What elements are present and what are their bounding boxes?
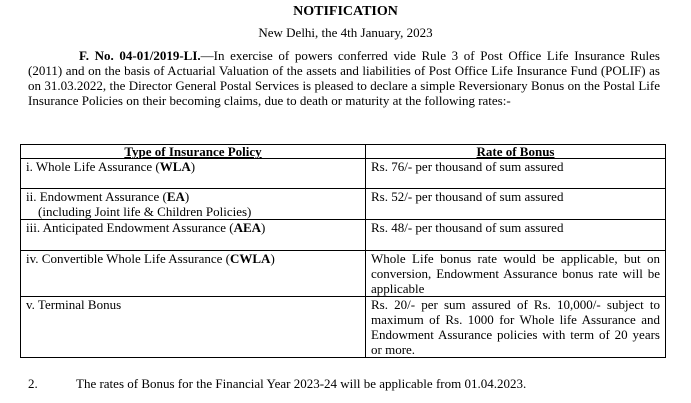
rate-cell: Rs. 48/- per thousand of sum assured xyxy=(366,220,666,251)
header-policy-type: Type of Insurance Policy xyxy=(21,145,366,159)
notification-paragraph xyxy=(28,48,660,108)
notification-title: NOTIFICATION xyxy=(293,4,398,19)
footer-text: The rates of Bonus for the Financial Year 2023-24 will be applicable from 01.04.2023. xyxy=(76,376,527,391)
table-row xyxy=(21,189,666,220)
table-row xyxy=(21,220,666,251)
paragraph-body: —In exercise of powers conferred vide Rule 3 of Post Office Life Insurance Rules (2011) and on the basis of Actuarial Valuation of the assets and liabilities of Post Office Life Insurance Fund (POLIF) as on 31.03.2022, the Director General Postal Services is pleased to declare a simple Reversionary Bonus on the Postal Life Insurance Policies on their becoming claims, due to death or maturity at the following rates:- xyxy=(28,48,660,108)
policy-cell: ii. Endowment Assurance (EA) (including Joint life & Children Policies) xyxy=(21,189,366,220)
table-row xyxy=(21,251,666,297)
policy-cell: iv. Convertible Whole Life Assurance (CWLA) xyxy=(21,251,366,297)
rate-cell: Whole Life bonus rate would be applicable, but on conversion, Endowment Assurance bonus rate will be applicable xyxy=(366,251,666,297)
table-row xyxy=(21,159,666,189)
file-number: F. No. 04-01/2019-LI. xyxy=(79,48,201,63)
header-rate-of-bonus: Rate of Bonus xyxy=(366,145,666,159)
policy-cell: i. Whole Life Assurance (WLA) xyxy=(21,159,366,189)
footer-paragraph xyxy=(28,376,668,391)
rate-cell: Rs. 52/- per thousand of sum assured xyxy=(366,189,666,220)
table-row xyxy=(21,297,666,358)
policy-note: (including Joint life & Children Policies) xyxy=(38,204,252,219)
policy-cell: iii. Anticipated Endowment Assurance (AEA) xyxy=(21,220,366,251)
rate-cell: Rs. 76/- per thousand of sum assured xyxy=(366,159,666,189)
bonus-rate-table xyxy=(20,144,666,358)
rate-cell: Rs. 20/- per sum assured of Rs. 10,000/- subject to maximum of Rs. 1000 for Whole life Assurance and Endowment Assurance policies with term of 20 years or more. xyxy=(366,297,666,358)
table-header-row xyxy=(21,145,666,159)
footer-number: 2. xyxy=(28,376,38,391)
policy-cell: v. Terminal Bonus xyxy=(21,297,366,358)
date-line: New Delhi, the 4th January, 2023 xyxy=(258,25,433,40)
